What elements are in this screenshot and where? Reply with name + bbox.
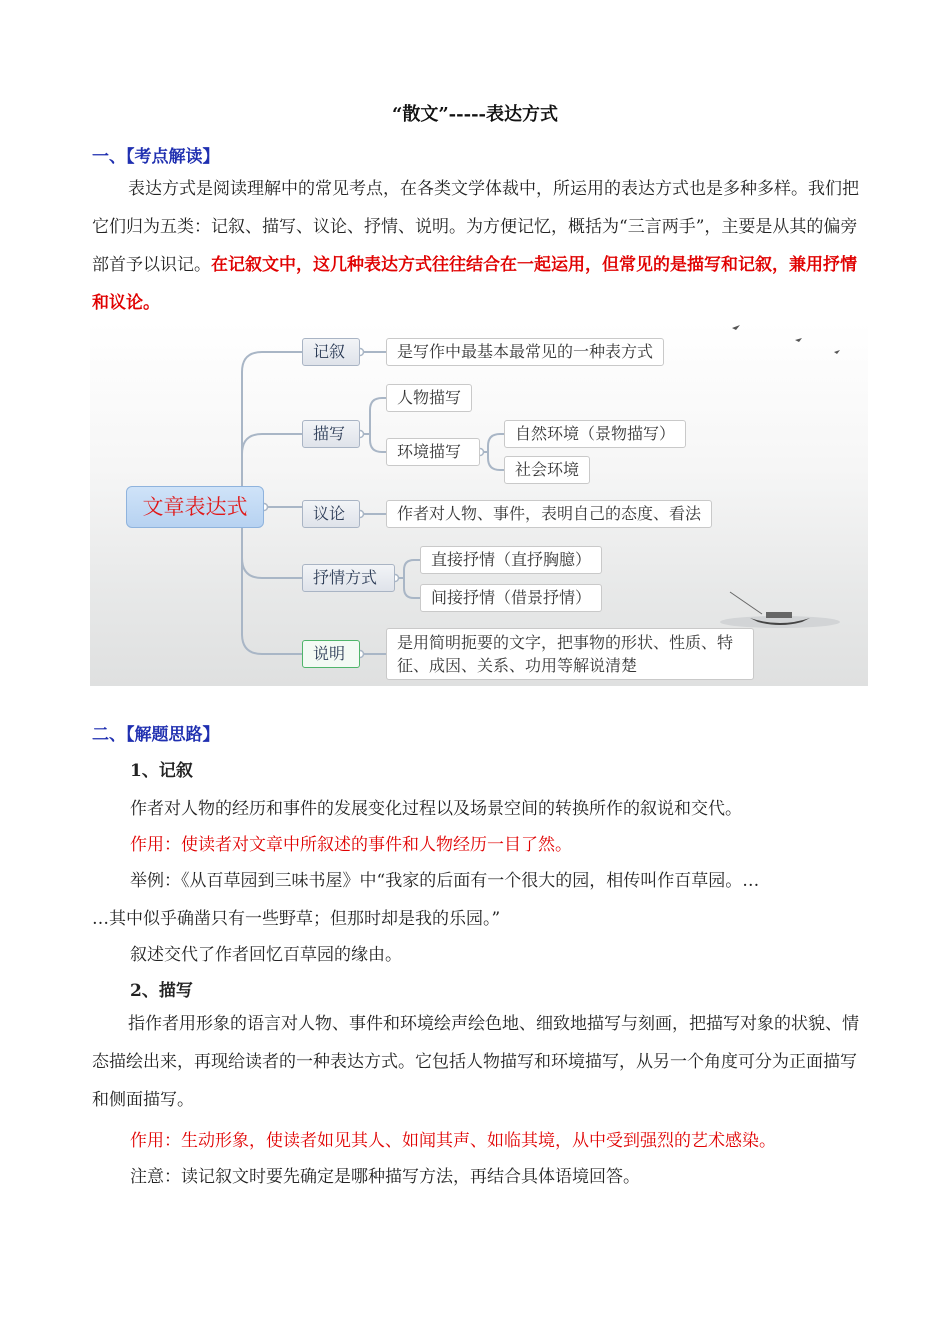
exposition-leaf: 是用简明扼要的文字，把事物的形状、性质、特征、成因、关系、功用等解说清楚 [386,628,754,680]
branch-lyrical: 抒情方式 [302,564,395,592]
narration-note: 叙述交代了作者回忆百草园的缘由。 [130,945,402,965]
description-effect: 作用：生动形象，使读者如见其人、如闻其声、如临其境，从中受到强烈的艺术感染。 [130,1131,776,1151]
section-heading-kaodian: 一、【考点解读】 [92,147,220,167]
environment-description-leaf: 环境描写 [386,438,480,466]
page-title: “散文”-----表达方式 [391,104,559,125]
description-definition: 指作者用形象的语言对人物、事件和环境绘声绘色地、细致地描写与刻画，把描写对象的状貌、情态描绘出来，再现给读者的一种表达方式。它包括人物描写和环境描写，从另一个角度可分为正面描写和侧面描写。 [92,1014,859,1110]
natural-environment-leaf: 自然环境（景物描写） [504,420,686,448]
narration-effect: 作用：使读者对文章中所叙述的事件和人物经历一目了然。 [130,835,572,855]
intro-emphasis: 在记叙文中，这几种表达方式往往结合在一起运用，但常见的是描写和记叙，兼用抒情和议论。 [92,255,857,313]
argument-leaf: 作者对人物、事件，表明自己的态度、看法 [386,500,712,528]
bird-decoration [732,325,840,354]
section-heading-jieti: 二、【解题思路】 [92,725,220,745]
description-title: 2、描写 [130,981,193,1001]
indirect-lyrical-leaf: 间接抒情（借景抒情） [420,584,602,612]
narration-title: 1、记叙 [130,761,193,781]
boat-decoration [720,592,840,628]
narration-example-line1: 举例：《从百草园到三味书屋》中“我家的后面有一个很大的园，相传叫作百草园。… [130,871,760,891]
direct-lyrical-leaf: 直接抒情（直抒胸臆） [420,546,602,574]
character-description-leaf: 人物描写 [386,384,472,412]
narration-leaf: 是写作中最基本最常见的一种表方式 [386,338,664,366]
branch-narration: 记叙 [302,338,360,366]
branch-exposition: 说明 [302,640,360,668]
branch-argument: 议论 [302,500,360,528]
narration-definition: 作者对人物的经历和事件的发展变化过程以及场景空间的转换所作的叙说和交代。 [130,799,742,819]
expression-mind-map [90,322,868,686]
description-note: 注意：读记叙文时要先确定是哪种描写方法，再结合具体语境回答。 [130,1167,640,1187]
branch-description: 描写 [302,420,360,448]
mind-map-root: 文章表达式 [126,486,264,528]
social-environment-leaf: 社会环境 [504,456,590,484]
narration-example-line2: …其中似乎确凿只有一些野草；但那时却是我的乐园。” [92,909,501,929]
intro-paragraph [92,170,860,322]
intro-text: 表达方式是阅读理解中的常见考点，在各类文学体裁中，所运用的表达方式也是多种多样。我们把它们归为五类：记叙、描写、议论、抒情、说明。为方便记忆，概括为“三言两手”，主要是从其的偏旁部首予以识记。 [92,179,859,275]
